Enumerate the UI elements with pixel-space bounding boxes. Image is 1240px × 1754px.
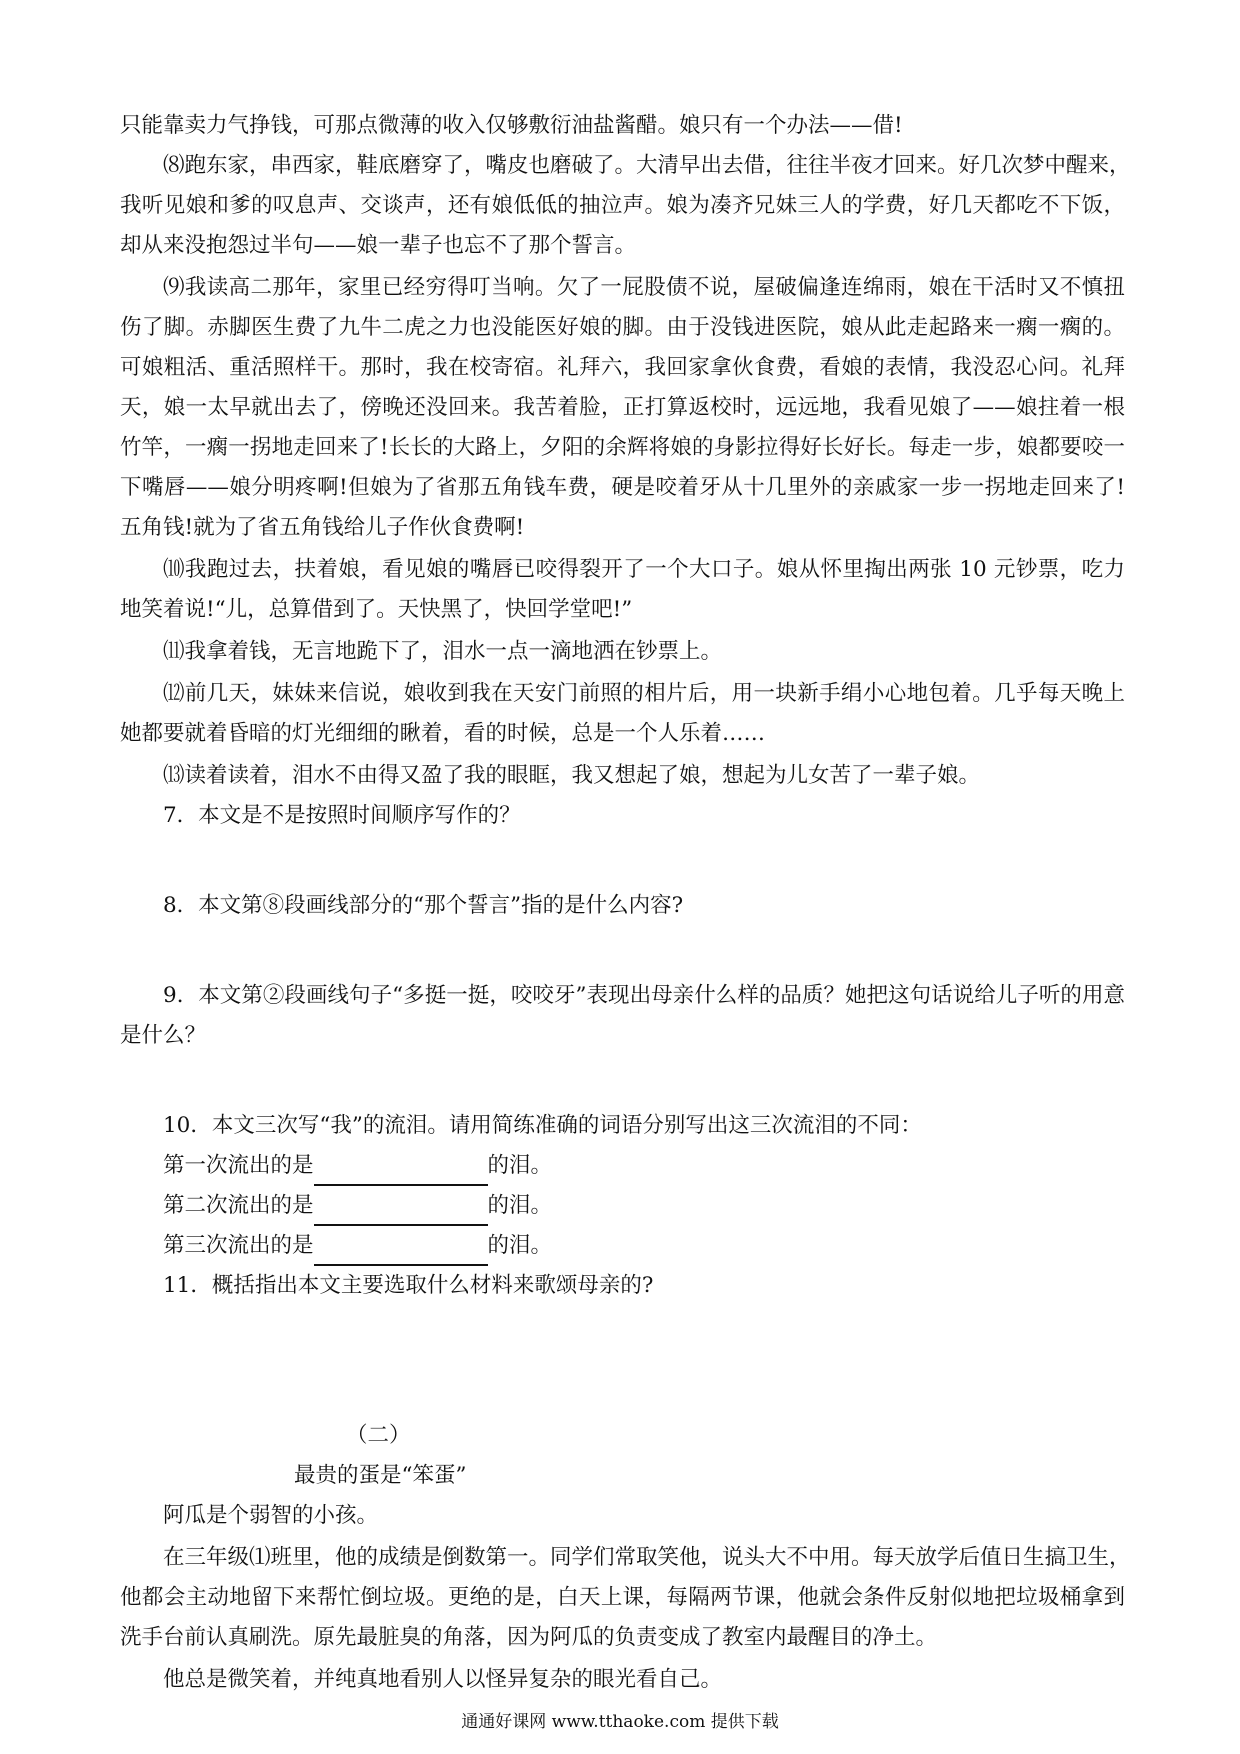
paragraph-10-line: 地笑着说!“儿，总算借到了。天快黑了，快回学堂吧!” xyxy=(120,597,633,622)
answer-line-3 xyxy=(163,1226,1125,1266)
passage2-paragraph-3: 他总是微笑着，并纯真地看别人以怪异复杂的眼光看自己。 xyxy=(163,1667,723,1692)
paragraph-7-tail: 只能靠卖力气挣钱，可那点微薄的收入仅够敷衍油盐酱醋。娘只有一个办法——借! xyxy=(120,113,903,138)
paragraph-8-line: 我听见娘和爹的叹息声、交谈声，还有娘低低的抽泣声。娘为凑齐兄妹三人的学费，好几天都吃不下饭， xyxy=(120,193,1125,218)
question-7: 7．本文是不是按照时间顺序写作的？ xyxy=(163,803,521,828)
page-footer: 通通好课网 www.tthaoke.com 提供下载 xyxy=(461,1712,779,1732)
paragraph-11: ⑾我拿着钱，无言地跪下了，泪水一点一滴地洒在钞票上。 xyxy=(163,639,723,664)
paragraph-9-line: 伤了脚。赤脚医生费了九牛二虎之力也没能医好娘的脚。由于没钱进医院，娘从此走起路来一瘸一瘸的。 xyxy=(120,315,1125,340)
paragraph-9-line: 天，娘一太早就出去了，傍晚还没回来。我苦着脸，正打算返校时，远远地，我看见娘了——娘拄着一根 xyxy=(120,395,1125,420)
answer-blank-3[interactable] xyxy=(314,1236,488,1266)
section-label: （二） xyxy=(346,1423,411,1448)
question-9-line: 是什么？ xyxy=(120,1023,207,1048)
question-10: 10．本文三次写“我”的流泪。请用简练准确的词语分别写出这三次流泪的不同： xyxy=(163,1113,922,1138)
answer-suffix: 的泪。 xyxy=(487,1153,553,1178)
paragraph-9-line: ⑼我读高二那年，家里已经穷得叮当响。欠了一屁股债不说，屋破偏逢连绵雨，娘在干活时又不慎扭 xyxy=(163,275,1125,300)
question-8: 8．本文第⑧段画线部分的“那个誓言”指的是什么内容? xyxy=(163,893,684,918)
answer-line-1 xyxy=(163,1146,1125,1186)
answer-blank-1[interactable] xyxy=(314,1156,488,1186)
paragraph-9-line: 下嘴唇——娘分明疼啊!但娘为了省那五角钱车费，硬是咬着牙从十几里外的亲戚家一步一拐地走回来了! xyxy=(120,475,1125,500)
paragraph-9-line: 竹竿，一瘸一拐地走回来了!长长的大路上，夕阳的余辉将娘的身影拉得好长好长。每走一步，娘都要咬一 xyxy=(120,435,1125,460)
answer-suffix: 的泪。 xyxy=(487,1193,553,1218)
answer-prefix: 第二次流出的是 xyxy=(163,1193,314,1218)
answer-blank-2[interactable] xyxy=(314,1196,488,1226)
passage2-paragraph-1: 阿瓜是个弱智的小孩。 xyxy=(163,1503,379,1528)
question-9-line: 9．本文第②段画线句子“多挺一挺，咬咬牙”表现出母亲什么样的品质？她把这句话说给儿子听的用意 xyxy=(163,983,1125,1008)
answer-prefix: 第一次流出的是 xyxy=(163,1153,314,1178)
paragraph-10-line: ⑽我跑过去，扶着娘，看见娘的嘴唇已咬得裂开了一个大口子。娘从怀里掏出两张 10 元钞票，吃力 xyxy=(163,557,1125,582)
paragraph-13: ⒀读着读着，泪水不由得又盈了我的眼眶，我又想起了娘，想起为儿女苦了一辈子娘。 xyxy=(163,763,981,788)
question-11: 11．概括指出本文主要选取什么材料来歌颂母亲的? xyxy=(163,1273,654,1298)
answer-line-2 xyxy=(163,1186,1125,1226)
paragraph-9-line: 五角钱!就为了省五角钱给儿子作伙食费啊! xyxy=(120,515,525,540)
passage2-paragraph-2-line: 洗手台前认真刷洗。原先最脏臭的角落，因为阿瓜的负责变成了教室内最醒目的净土。 xyxy=(120,1625,938,1650)
answer-suffix: 的泪。 xyxy=(487,1233,553,1258)
passage2-paragraph-2-line: 他都会主动地留下来帮忙倒垃圾。更绝的是，白天上课，每隔两节课，他就会条件反射似地把垃圾桶拿到 xyxy=(120,1585,1125,1610)
paragraph-9-line: 可娘粗活、重活照样干。那时，我在校寄宿。礼拜六，我回家拿伙食费，看娘的表情，我没忍心问。礼拜 xyxy=(120,355,1125,380)
paragraph-12-line: ⑿前几天，妹妹来信说，娘收到我在天安门前照的相片后，用一块新手绢小心地包着。几乎每天晚上 xyxy=(163,681,1125,706)
answer-prefix: 第三次流出的是 xyxy=(163,1233,314,1258)
paragraph-8-line: 却从来没抱怨过半句——娘一辈子也忘不了那个誓言。 xyxy=(120,233,637,258)
paragraph-8-line: ⑻跑东家，串西家，鞋底磨穿了，嘴皮也磨破了。大清早出去借，往往半夜才回来。好几次梦中醒来， xyxy=(163,153,1131,178)
passage2-paragraph-2-line: 在三年级⑴班里，他的成绩是倒数第一。同学们常取笑他，说头大不中用。每天放学后值日生搞卫生， xyxy=(163,1545,1131,1570)
paragraph-12-line: 她都要就着昏暗的灯光细细的瞅着，看的时候，总是一个人乐着…… xyxy=(120,721,766,746)
article-title: 最贵的蛋是“笨蛋” xyxy=(294,1463,467,1488)
